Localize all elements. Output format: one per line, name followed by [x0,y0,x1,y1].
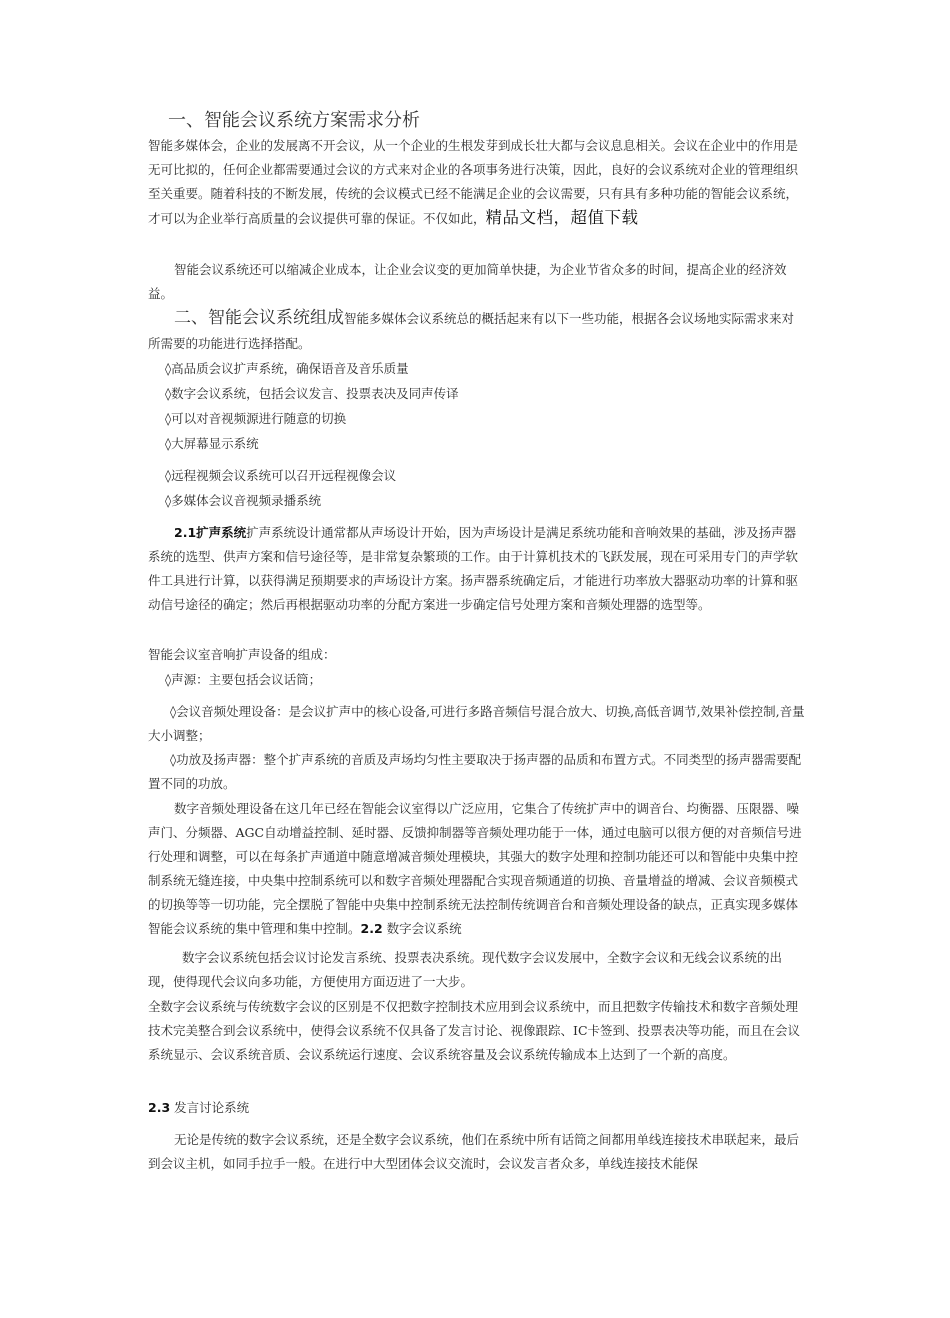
equipment-item-processing-text: ◊会议音频处理设备：是会议扩声中的核心设备,可进行多路音频信号混合放大、切换,高低音调节,效果补偿控制,音量大小调整； [148,704,805,743]
section-title: 发言讨论系统 [174,1100,250,1115]
feature-item: ◊多媒体会议音视频录播系统 [165,493,322,508]
equipment-item-amp [148,748,806,796]
paragraph-composition [148,306,806,356]
feature-item: ◊可以对音视频源进行随意的切换 [165,411,347,426]
paragraph-speech-system [148,1128,806,1176]
promo-text: 精品文档，超值下载 [485,208,639,227]
feature-item: ◊大屏幕显示系统 [165,436,259,451]
paragraph-cost [148,258,806,306]
paragraph-digital-audio-text: 数字音频处理设备在这几年已经在智能会议室得以广泛应用，它集合了传统扩声中的调音台、均衡器、压限器、噪声门、分频器、AGC自动增益控制、延时器、反馈抑制器等音频处理功能于一体，通过电脑可以很方便的对音频信号进行处理和调整，可以在每条扩声通道中随意增减音频处理模块，其强大的数字处理和控制功能还可以和智能中央集中控制系统无缝连接，中央集中控制系统可以和数字音频处理器配合实现音频通道的切换、音量增益的增减、会议音频模式的切换等等一切功能，完全摆脱了智能中央集中控制系统无法控制传统调音台和音频处理设备的缺点，正真实现多媒体智能会议系统的集中管理和集中控制。 [148,801,802,936]
paragraph-sound-system-text: 扩声系统设计通常都从声场设计开始，因为声场设计是满足系统功能和音响效果的基础，涉及扬声器系统的选型、供声方案和信号途径等，是非常复杂繁琐的工作。由于计算机技术的飞跃发展，现在可采用专门的声学软件工具进行计算，以获得满足预期要求的声场设计方案。扬声器系统确定后，才能进行功率放大器驱动功率的计算和驱动信号途径的确定；然后再根据驱动功率的分配方案进一步确定信号处理方案和音频处理器的选型等。 [148,525,799,612]
paragraph-cost-text: 智能会议系统还可以缩减企业成本，让企业会议变的更加简单快捷，为企业节省众多的时间，提高企业的经济效益。 [148,262,787,301]
paragraph-full-digital-text: 全数字会议系统与传统数字会议的区别是不仅把数字控制技术应用到会议系统中，而且把数字传输技术和数字音频处理技术完美整合到会议系统中，使得会议系统不仅具备了发言讨论、视像跟踪、IC卡签到、投票表决等功能，而且在会议系统显示、会议系统音质、会议系统运行速度、会议系统容量及会议系统传输成本上达到了一个新的高度。 [148,999,801,1062]
feature-item: ◊数字会议系统，包括会议发言、投票表决及同声传译 [165,386,459,401]
paragraph-digital-conference [148,946,806,994]
section-heading-speech [148,1096,249,1120]
equipment-item-amp-text: ◊功放及扬声器：整个扩声系统的音质及声场均匀性主要取决于扬声器的品质和布置方式。不同类型的扬声器需要配置不同的功放。 [148,752,802,791]
paragraph-full-digital [148,995,806,1067]
section-title: 数字会议系统 [386,921,462,936]
paragraph-digital-audio [148,797,806,941]
section-number: 2.3 [148,1100,171,1115]
section-number: 2.1 [174,525,197,540]
paragraph-sound-system [148,521,806,617]
feature-item: ◊高品质会议扩声系统，确保语音及音乐质量 [165,361,409,376]
paragraph-digital-conference-text: 数字会议系统包括会议讨论发言系统、投票表决系统。现代数字会议发展中，全数字会议和无线会议系统的出现，使得现代会议向多功能，方便使用方面迈进了一大步。 [148,950,783,989]
equipment-item-source: ◊声源：主要包括会议话筒； [165,672,322,687]
feature-item: ◊远程视频会议系统可以召开远程视像会议 [165,468,397,483]
paragraph-equipment: 智能会议室音响扩声设备的组成： [148,647,336,662]
section-number: 2.2 [360,921,383,936]
heading-composition: 二、智能会议系统组成 [174,308,344,328]
paragraph-intro-text: 智能多媒体会，企业的发展离不开会议，从一个企业的生根发芽到成长壮大都与会议息息相关。会议在企业中的作用是无可比拟的，任何企业都需要通过会议的方式来对企业的各项事务进行决策，因此，良好的会议系统对企业的管理组织至关重要。随着科技的不断发展，传统的会议模式已经不能满足企业的会议需要，只有具有多种功能的智能会议系统，才可以为企业举行高质量的会议提供可靠的保证。不仅如此， [148,138,799,226]
section-title: 扩声系统 [196,525,247,540]
heading-demand-analysis: 一、智能会议系统方案需求分析 [168,110,420,131]
paragraph-speech-system-text: 无论是传统的数字会议系统，还是全数字会议系统，他们在系统中所有话筒之间都用单线连接技术串联起来，最后到会议主机，如同手拉手一般。在进行中大型团体会议交流时，会议发言者众多，单线连接技术能保 [148,1132,800,1171]
paragraph-intro [148,134,806,231]
equipment-item-processing [148,700,806,748]
paragraph-composition-text: 智能多媒体会议系统总的概括起来有以下一些功能，根据各会议场地实际需求来对所需要的功能进行选择搭配。 [148,311,795,351]
